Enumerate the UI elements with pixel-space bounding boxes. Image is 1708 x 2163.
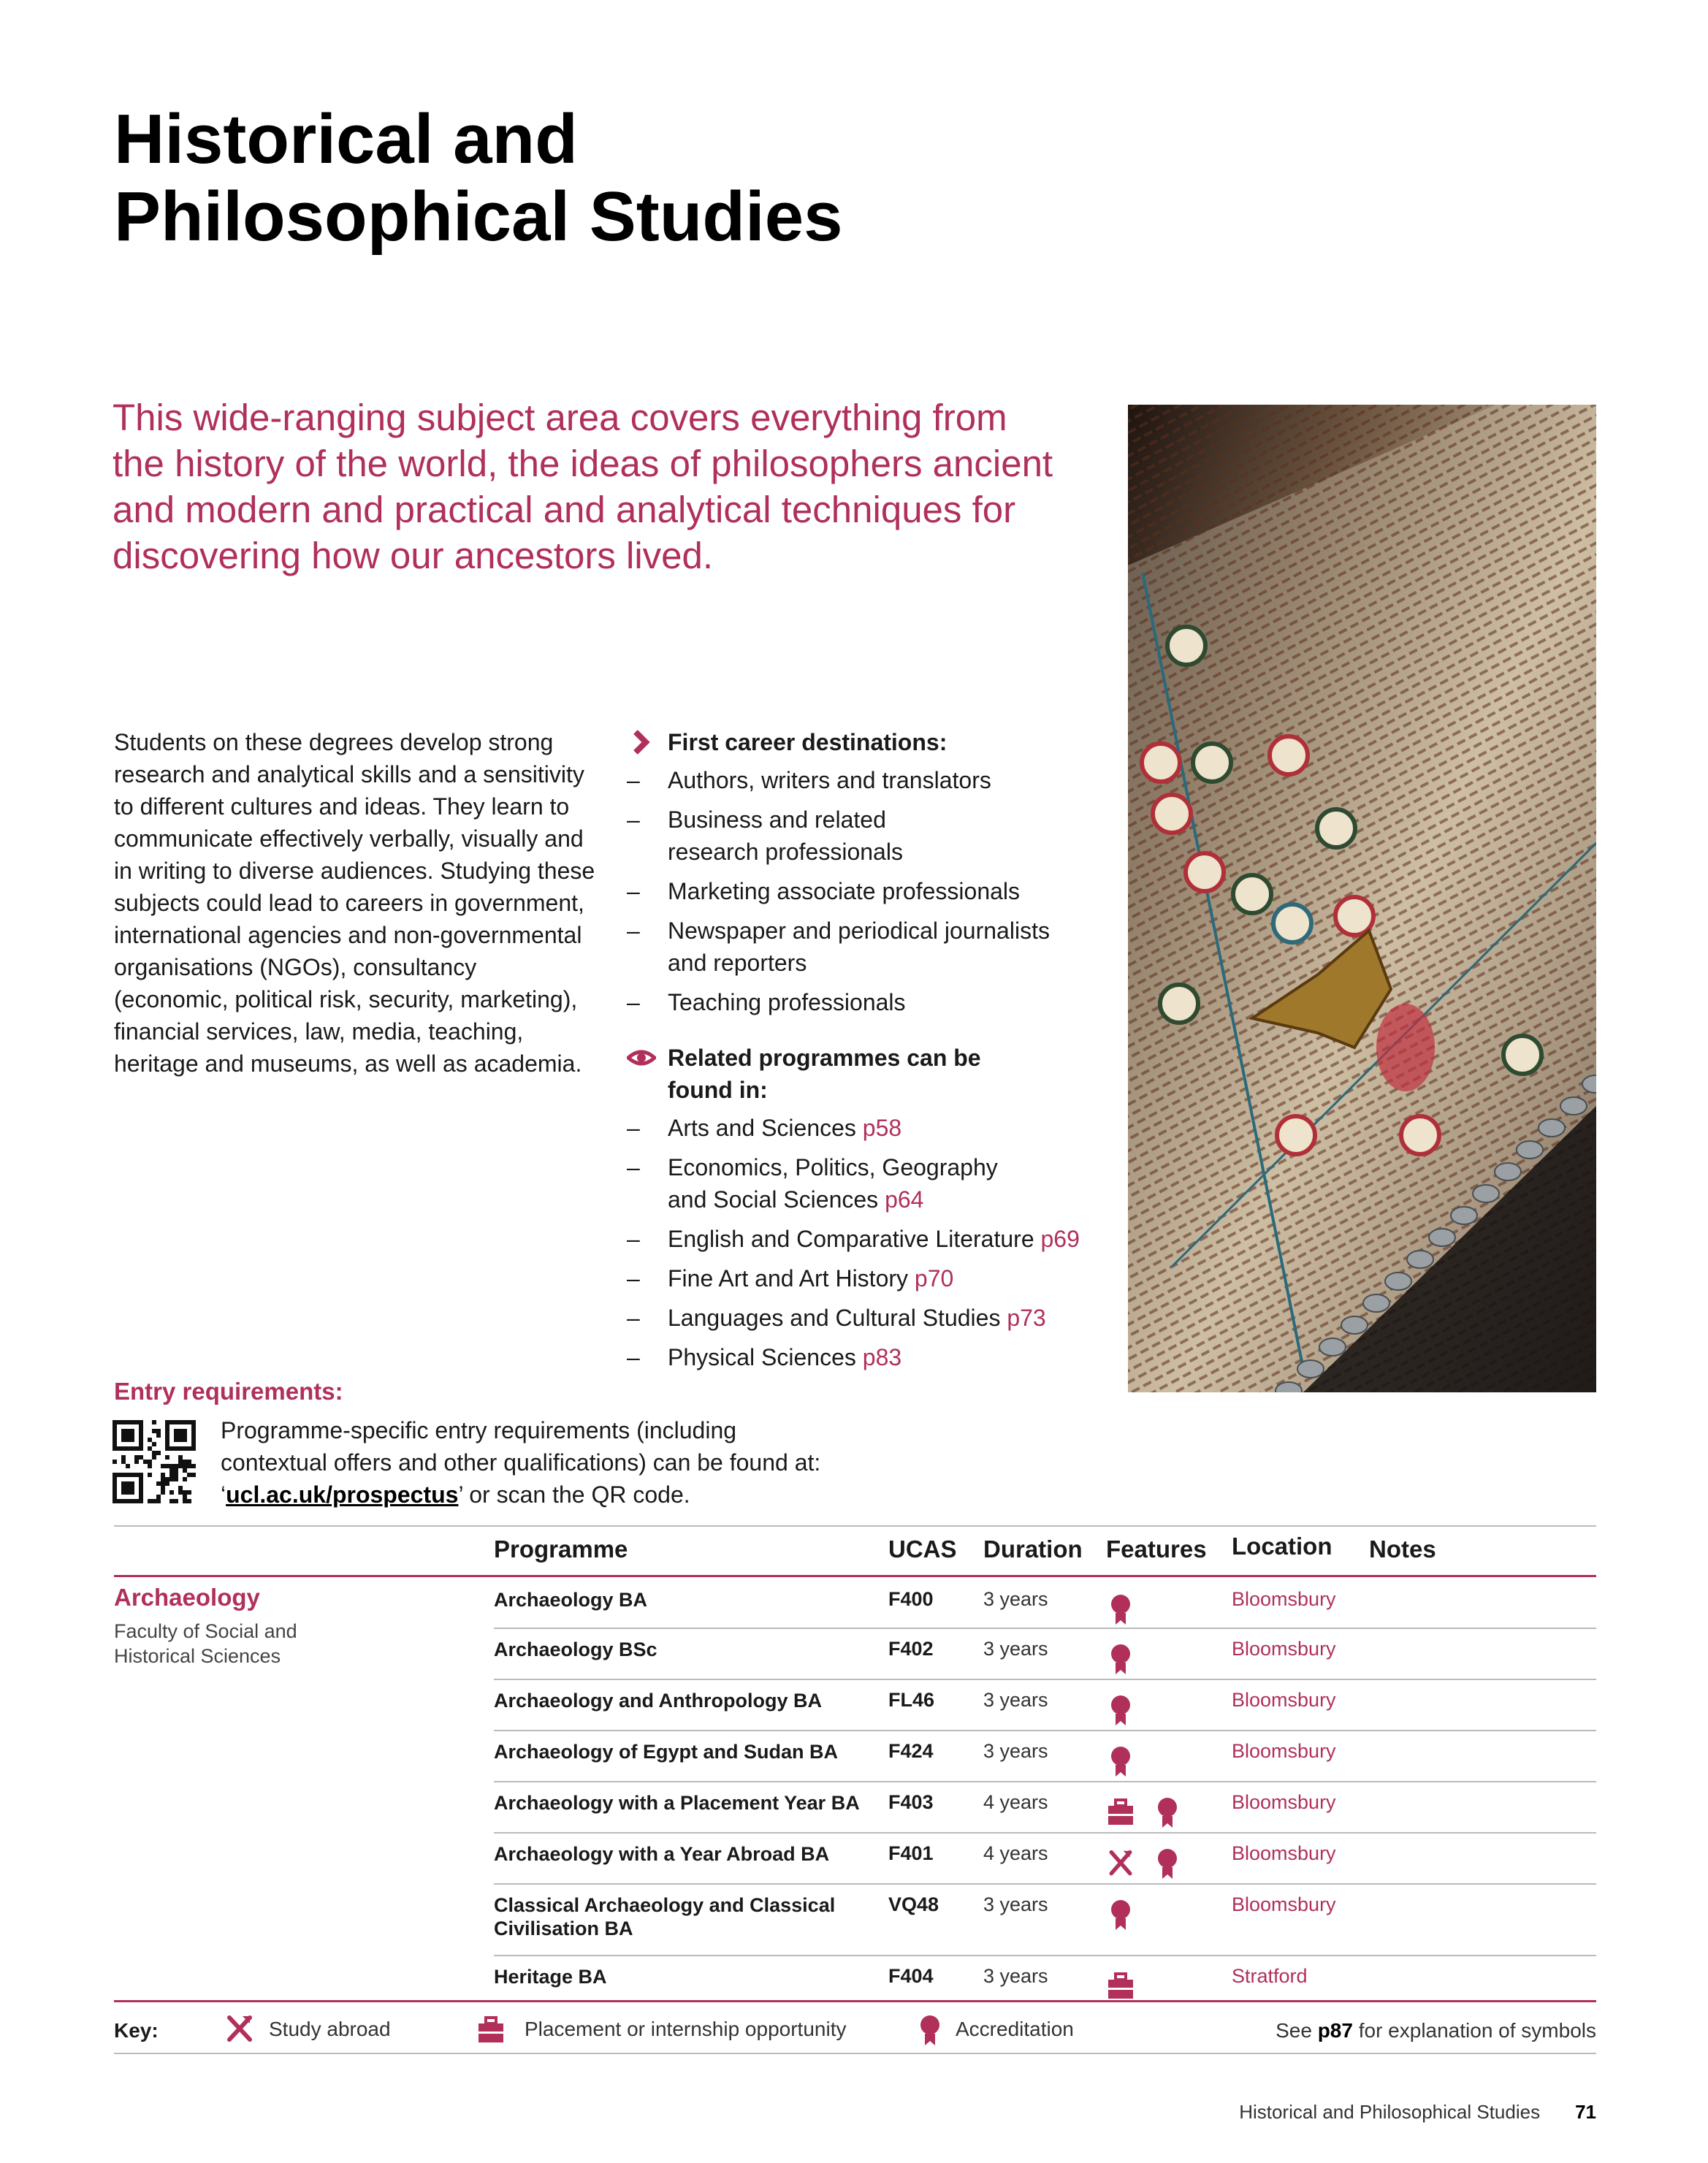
page-number: 71	[1575, 2101, 1596, 2123]
page-link[interactable]: p64	[885, 1186, 924, 1213]
related-section	[627, 1042, 1109, 1381]
page-title	[114, 101, 991, 256]
list-item: – English and Comparative Literature p69	[627, 1223, 1109, 1255]
intro-paragraph: This wide-ranging subject area covers everything from the history of the world, the ideas of philosophers ancient and modern and practical and analytical techniques for discovering how our ancestors lived.	[113, 397, 1053, 576]
features-cell	[1106, 1794, 1223, 1831]
page-footer	[1239, 2101, 1596, 2124]
list-item: – Fine Art and Art History p70	[627, 1262, 1109, 1294]
briefcase-icon	[1106, 1968, 1135, 2004]
accreditation-rosette-icon	[1153, 1845, 1182, 1882]
programme-cell: Archaeology with a Placement Year BA	[494, 1792, 860, 1814]
ucas-cell: F404	[888, 1965, 934, 1987]
title-line-1: Historical and	[114, 100, 578, 178]
list-item: – Business and related research professionals	[627, 804, 931, 868]
features-cell	[1106, 1743, 1223, 1779]
manuscript-photo	[1128, 405, 1596, 1392]
airplane-icon	[1106, 1845, 1135, 1882]
location-cell[interactable]: Bloomsbury	[1232, 1689, 1336, 1711]
page-link[interactable]: p70	[914, 1265, 954, 1292]
accreditation-rosette-icon	[1106, 1743, 1135, 1779]
briefcase-icon	[476, 2013, 506, 2045]
row-divider	[494, 1679, 1596, 1680]
table-top-rule	[114, 1525, 1596, 1527]
airplane-icon	[224, 2013, 256, 2045]
programme-cell: Archaeology with a Year Abroad BA	[494, 1843, 830, 1865]
features-cell	[1106, 1968, 1223, 2004]
row-divider	[494, 1883, 1596, 1885]
page-link[interactable]: p87	[1317, 2019, 1353, 2042]
location-cell[interactable]: Bloomsbury	[1232, 1842, 1336, 1864]
location-cell[interactable]: Bloomsbury	[1232, 1791, 1336, 1813]
accreditation-rosette-icon	[1106, 1692, 1135, 1728]
duration-cell: 3 years	[983, 1689, 1048, 1711]
list-item: – Teaching professionals	[627, 986, 1109, 1018]
eye-icon	[627, 1043, 656, 1072]
column-header-location: Location	[1232, 1533, 1333, 1560]
features-cell	[1106, 1896, 1223, 1933]
ucas-cell: F401	[888, 1842, 934, 1864]
row-divider	[494, 1832, 1596, 1834]
programme-cell: Heritage BA	[494, 1966, 607, 1988]
row-divider	[494, 1730, 1596, 1731]
location-cell[interactable]: Bloomsbury	[1232, 1740, 1336, 1762]
list-item: – Newspaper and periodical journalists and reporters	[627, 915, 1077, 979]
chevron-right-icon	[627, 728, 656, 757]
column-header-features: Features	[1106, 1536, 1207, 1563]
key-label: Key:	[114, 2019, 159, 2042]
features-cell	[1106, 1591, 1223, 1628]
careers-section	[627, 726, 1109, 1026]
features-cell	[1106, 1641, 1223, 1677]
accreditation-rosette-icon	[1106, 1591, 1135, 1628]
list-item: – Economics, Politics, Geography and Social Sciences p64	[627, 1151, 1018, 1216]
prospectus-link[interactable]: ucl.ac.uk/prospectus	[226, 1481, 459, 1508]
features-cell	[1106, 1845, 1223, 1882]
location-cell[interactable]: Bloomsbury	[1232, 1893, 1336, 1915]
careers-list	[627, 764, 1109, 1018]
ucas-cell: F424	[888, 1740, 934, 1762]
duration-cell: 3 years	[983, 1740, 1048, 1762]
accreditation-rosette-icon	[1106, 1641, 1135, 1677]
page-link[interactable]: p58	[862, 1115, 902, 1141]
column-header-programme: Programme	[494, 1536, 628, 1563]
group-title: Archaeology	[114, 1584, 260, 1611]
column-header-notes: Notes	[1369, 1536, 1436, 1563]
accreditation-rosette-icon	[918, 2013, 942, 2047]
page-link[interactable]: p73	[1007, 1305, 1046, 1331]
ucas-cell: F400	[888, 1588, 934, 1610]
column-header-duration: Duration	[983, 1536, 1083, 1563]
list-item: – Languages and Cultural Studies p73	[627, 1302, 1109, 1334]
location-cell[interactable]: Bloomsbury	[1232, 1588, 1336, 1610]
table-bottom-rule	[114, 2000, 1596, 2002]
ucas-cell: F403	[888, 1791, 934, 1813]
accreditation-rosette-icon	[1153, 1794, 1182, 1831]
programme-cell: Archaeology BSc	[494, 1639, 657, 1660]
body-paragraph: Students on these degrees develop strong research and analytical skills and a sensitivity to different cultures and ideas. They learn to communicate effectively verbally, visually and in writing to diverse audiences. Studying these subjects could lead to careers in government, international agencies and non-governmental organisations (NGOs), consultancy (economic, political risk, security, marketing), financial services, law, media, teaching, heritage and museums, as well as academia.	[114, 729, 595, 1077]
related-list	[627, 1112, 1109, 1373]
list-item: – Physical Sciences p83	[627, 1341, 1109, 1373]
key-note: See p87 for explanation of symbols	[1276, 2019, 1596, 2042]
title-line-2: Philosophical Studies	[114, 178, 843, 256]
entry-heading: Entry requirements:	[114, 1378, 343, 1405]
qr-code[interactable]	[113, 1420, 196, 1503]
row-divider	[494, 1781, 1596, 1782]
duration-cell: 4 years	[983, 1842, 1048, 1864]
footer-section: Historical and Philosophical Studies	[1239, 2101, 1541, 2123]
list-item: – Arts and Sciences p58	[627, 1112, 1109, 1144]
group-subtitle: Faculty of Social and Historical Sciences	[114, 1620, 297, 1667]
key-rule	[114, 2053, 1596, 2054]
ucas-cell: FL46	[888, 1689, 935, 1711]
row-divider	[494, 1628, 1596, 1629]
programme-cell: Archaeology and Anthropology BA	[494, 1690, 823, 1712]
table-header-rule	[114, 1575, 1596, 1577]
briefcase-icon	[1106, 1794, 1135, 1831]
programme-cell: Archaeology BA	[494, 1589, 648, 1611]
duration-cell: 3 years	[983, 1638, 1048, 1660]
page-link[interactable]: p69	[1040, 1226, 1080, 1252]
column-header-ucas: UCAS	[888, 1536, 957, 1563]
careers-heading: First career destinations:	[627, 726, 1109, 758]
ucas-cell: VQ48	[888, 1893, 939, 1915]
location-cell[interactable]: Bloomsbury	[1232, 1638, 1336, 1660]
ucas-cell: F402	[888, 1638, 934, 1660]
list-item: – Authors, writers and translators	[627, 764, 1109, 796]
accreditation-rosette-icon	[1106, 1896, 1135, 1933]
entry-text: Programme-specific entry requirements (including contextual offers and other qualifications) can be found at: ‘ucl.ac.uk/prospectus’ or scan the QR code.	[221, 1417, 821, 1508]
duration-cell: 3 years	[983, 1588, 1048, 1610]
duration-cell: 3 years	[983, 1893, 1048, 1915]
duration-cell: 3 years	[983, 1965, 1048, 1987]
location-cell[interactable]: Stratford	[1232, 1965, 1308, 1987]
related-heading: Related programmes can be found in:	[627, 1042, 1048, 1106]
duration-cell: 4 years	[983, 1791, 1048, 1813]
row-divider	[494, 1955, 1596, 1956]
programme-cell: Classical Archaeology and Classical Civilisation BA	[494, 1894, 836, 1939]
list-item: – Marketing associate professionals	[627, 875, 1109, 907]
features-cell	[1106, 1692, 1223, 1728]
page-link[interactable]: p83	[862, 1344, 902, 1370]
programme-cell: Archaeology of Egypt and Sudan BA	[494, 1741, 839, 1763]
